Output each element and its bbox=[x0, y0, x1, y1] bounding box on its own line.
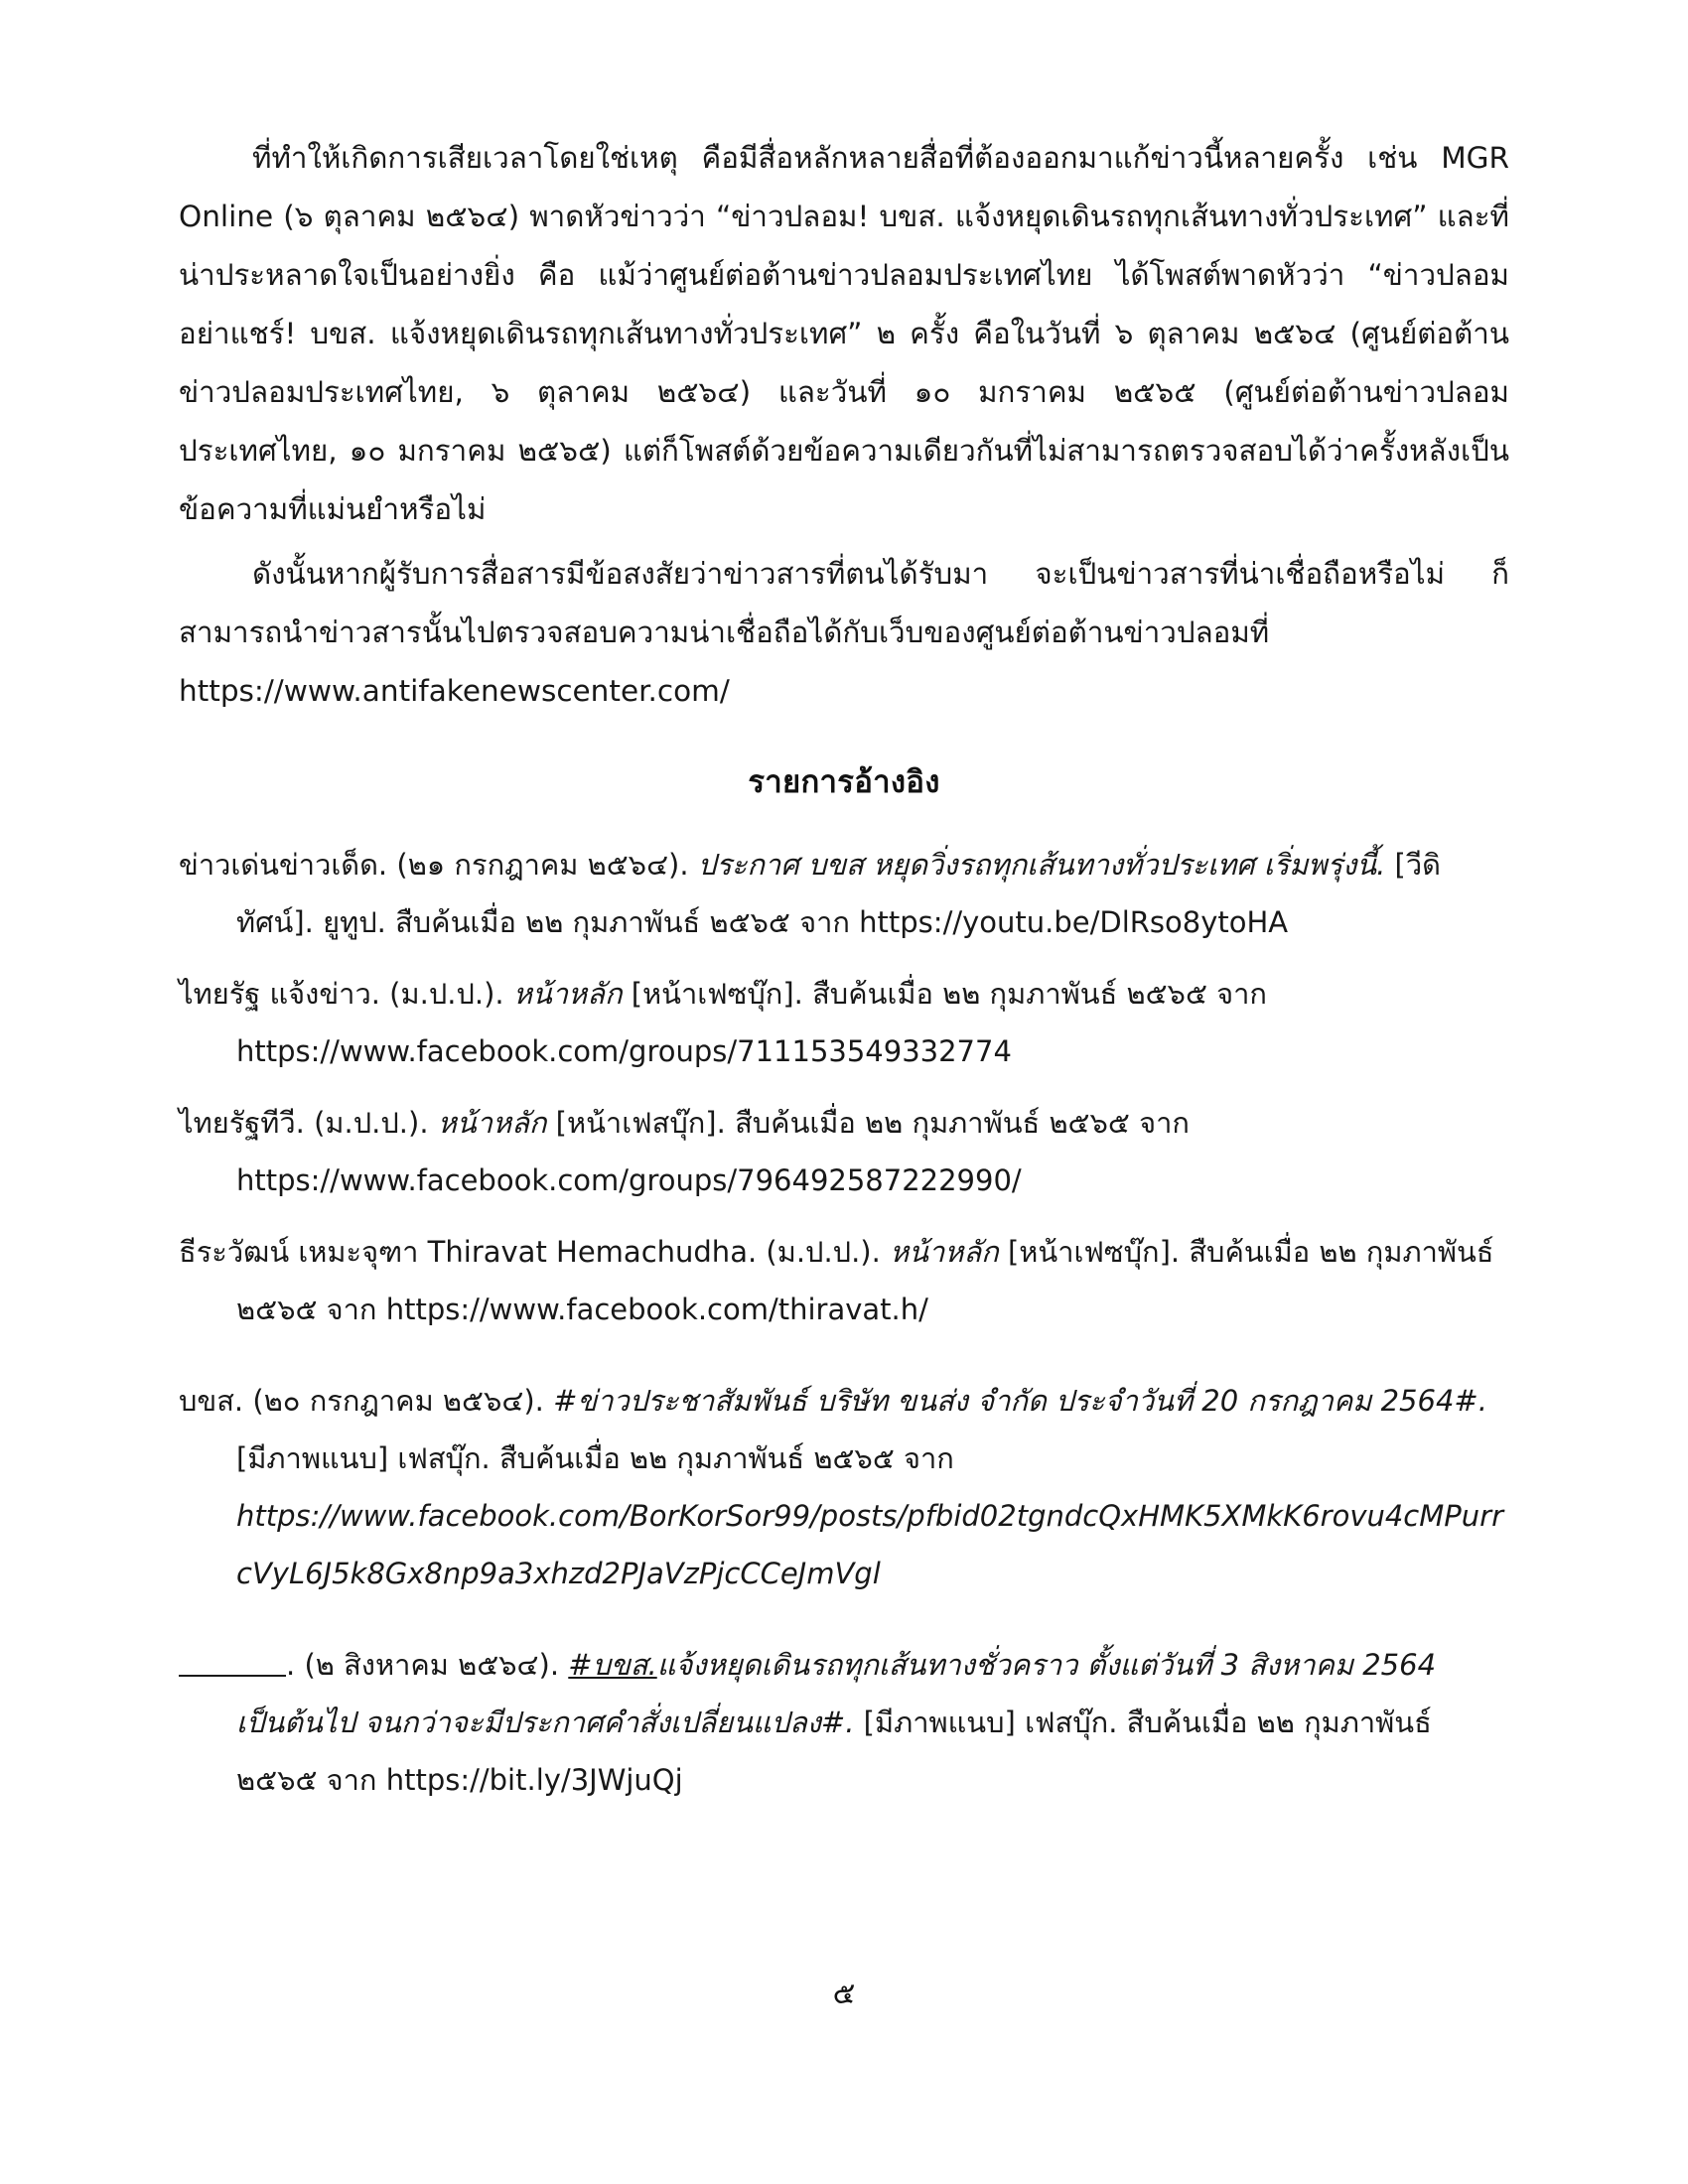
ref-medium: [มีภาพแนบ] bbox=[236, 1441, 389, 1475]
ref-title: หน้าหลัก bbox=[512, 977, 623, 1011]
ref-retrieved: สืบค้นเมื่อ ๒๒ กุมภาพันธ์ ๒๕๖๕ จาก bbox=[236, 1235, 1494, 1326]
ref-url-line-2[interactable]: cVyL6J5k8Gx8np9a3xhzd2PJaVzPjcCCeJmVgl bbox=[236, 1557, 881, 1590]
ref-retrieved: สืบค้นเมื่อ ๒๒ กุมภาพันธ์ ๒๕๖๕ จาก bbox=[395, 905, 850, 939]
ref-title: แจ้งหยุดเดินรถทุกเส้นทางชั่วคราว ตั้งแต่วันที่ 3 สิงหาคม 2564 เป็นต้นไป จนกว่าจะมีประกาศคำสั่งเปลี่ยนแปลง#. bbox=[236, 1648, 1437, 1739]
ref-title: ประกาศ บขส หยุดวิ่งรถทุกเส้นทางทั่วประเทศ เริ่มพรุ่งนี้. bbox=[697, 848, 1386, 882]
ref-medium: [วีดิทัศน์]. bbox=[236, 848, 1441, 939]
reference-entry bbox=[179, 1094, 1509, 1209]
ref-url-line-1[interactable]: https://www.facebook.com/BorKorSor99/posts/pfbid02tgndcQxHMK5XMkK6rovu4cMPurr bbox=[236, 1499, 1503, 1533]
ref-date: (ม.ป.ป.). bbox=[314, 1106, 429, 1140]
ref-medium: [หน้าเฟสบุ๊ก]. bbox=[555, 1106, 726, 1140]
references-list bbox=[179, 836, 1509, 1809]
ref-retrieved: สืบค้นเมื่อ ๒๒ กุมภาพันธ์ ๒๕๖๕ จาก bbox=[498, 1441, 954, 1475]
ref-title: #ข่าวประชาสัมพันธ์ บริษัท ขนส่ง จำกัด ประจำวันที่ 20 กรกฎาคม 2564#. bbox=[553, 1384, 1487, 1418]
ref-title: หน้าหลัก bbox=[437, 1106, 547, 1140]
ref-date: (๒ สิงหาคม ๒๕๖๔). bbox=[304, 1648, 560, 1682]
ref-url[interactable]: https://www.facebook.com/groups/711153549332774 bbox=[236, 1034, 1012, 1068]
ref-author: บขส. bbox=[179, 1384, 244, 1418]
reference-entry bbox=[179, 836, 1509, 951]
ref-url[interactable]: https://www.facebook.com/thiravat.h/ bbox=[385, 1293, 928, 1326]
ref-retrieved: สืบค้นเมื่อ ๒๒ กุมภาพันธ์ ๒๕๖๕ จาก bbox=[735, 1106, 1190, 1140]
ref-author: ข่าวเด่นข่าวเด็ด. bbox=[179, 848, 388, 882]
ref-date: (ม.ป.ป.). bbox=[766, 1235, 881, 1269]
paragraph-1: ที่ทำให้เกิดการเสียเวลาโดยใช่เหตุ คือมีสื่อหลักหลายสื่อที่ต้องออกมาแก้ข่าวนี้หลายครั้ง เช่น MGR Online (๖ ตุลาคม ๒๕๖๔) พาดหัวข่าวว่า “ข่าวปลอม! บขส. แจ้งหยุดเดินรถทุกเส้นทางทั่วประเทศ” และที่น่าประหลาดใจเป็นอย่างยิ่ง คือ แม้ว่าศูนย์ต่อต้านข่าวปลอมประเทศไทย ได้โพสต์พาดหัวว่า “ข่าวปลอม อย่าแชร์! บขส. แจ้งหยุดเดินรถทุกเส้นทางทั่วประเทศ” ๒ ครั้ง คือในวันที่ ๖ ตุลาคม ๒๕๖๔ (ศูนย์ต่อต้านข่าวปลอมประเทศไทย, ๖ ตุลาคม ๒๕๖๔) และวันที่ ๑๐ มกราคม ๒๕๖๕ (ศูนย์ต่อต้านข่าวปลอมประเทศไทย, ๑๐ มกราคม ๒๕๖๕) แต่ก็โพสต์ด้วยข้อความเดียวกันที่ไม่สามารถตรวจสอบได้ว่าครั้งหลังเป็นข้อความที่แม่นยำหรือไม่ bbox=[179, 141, 1509, 526]
reference-entry bbox=[179, 965, 1509, 1080]
ref-source: เฟสบุ๊ก. bbox=[1025, 1706, 1118, 1739]
ref-author: ไทยรัฐ แจ้งข่าว. bbox=[179, 977, 380, 1011]
ref-retrieved: สืบค้นเมื่อ ๒๒ กุมภาพันธ์ ๒๕๖๕ จาก bbox=[236, 1706, 1432, 1797]
ref-date: (๒๑ กรกฎาคม ๒๕๖๔). bbox=[396, 848, 689, 882]
ref-retrieved: สืบค้นเมื่อ ๒๒ กุมภาพันธ์ ๒๕๖๕ จาก bbox=[812, 977, 1267, 1011]
body-text-block bbox=[179, 129, 1509, 721]
ref-medium: [มีภาพแนบ] bbox=[863, 1706, 1016, 1739]
reference-entry bbox=[179, 1223, 1509, 1338]
ref-medium: [หน้าเฟซบุ๊ก]. bbox=[1007, 1235, 1181, 1269]
ref-url[interactable]: https://youtu.be/DlRso8ytoHA bbox=[859, 905, 1289, 939]
reference-entry bbox=[179, 1372, 1509, 1602]
references-heading: รายการอ้างอิง bbox=[748, 764, 940, 800]
paragraph-2: ดังนั้นหากผู้รับการสื่อสารมีข้อสงสัยว่าข่าวสารที่ตนได้รับมา จะเป็นข่าวสารที่น่าเชื่อถือหรือไม่ ก็สามารถนำข่าวสารนั้นไปตรวจสอบความน่าเชื่อถือได้กับเว็บของศูนย์ต่อต้านข่าวปลอมที่ https://www.antifakenewscenter.com/ bbox=[179, 557, 1509, 708]
ref-medium: [หน้าเฟซบุ๊ก]. bbox=[631, 977, 803, 1011]
page-number: ๕ bbox=[832, 1977, 856, 2011]
ref-title-hashtag: #บขส. bbox=[568, 1648, 657, 1682]
ref-source: ยูทูป. bbox=[323, 905, 386, 939]
reference-entry: . (๒ สิงหาคม ๒๕๖๔). #บขส.แจ้งหยุดเดินรถทุกเส้นทางชั่วคราว ตั้งแต่วันที่ 3 สิงหาคม 2564 เป็นต้นไป จนกว่าจะมีประกาศคำสั่งเปลี่ยนแปลง#. [มีภาพแนบ] เฟสบุ๊ก. สืบค้นเมื่อ ๒๒ กุมภาพันธ์ ๒๕๖๕ จาก https://bit.ly/3JWjuQj bbox=[179, 1636, 1509, 1809]
repeated-author-rule bbox=[179, 1655, 286, 1677]
ref-url[interactable]: https://www.facebook.com/groups/796492587222990/ bbox=[236, 1163, 1022, 1197]
ref-title: หน้าหลัก bbox=[890, 1235, 999, 1269]
ref-date: (ม.ป.ป.). bbox=[389, 977, 504, 1011]
ref-author: ไทยรัฐทีวี. bbox=[179, 1106, 305, 1140]
ref-url[interactable]: https://bit.ly/3JWjuQj bbox=[385, 1763, 683, 1797]
ref-date: (๒๐ กรกฎาคม ๒๕๖๔). bbox=[252, 1384, 544, 1418]
ref-author: ธีระวัฒน์ เหมะจุฑา Thiravat Hemachudha. bbox=[179, 1235, 758, 1269]
ref-source: เฟสบุ๊ก. bbox=[397, 1441, 491, 1475]
